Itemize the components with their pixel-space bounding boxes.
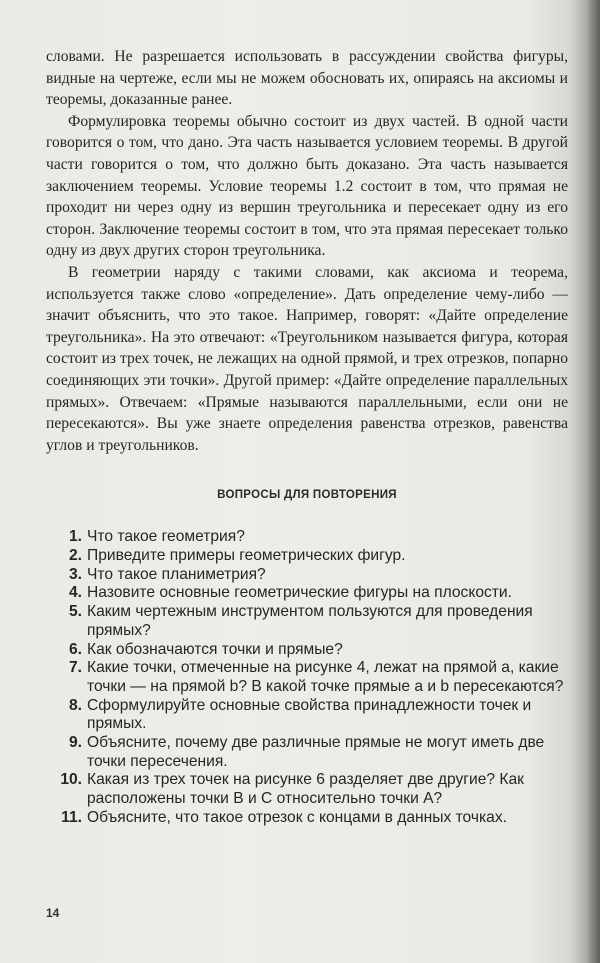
question-text: Сформулируйте основные свойства принадлежности точек и прямых. <box>87 696 532 733</box>
question-number: 9. <box>68 734 82 752</box>
page-content <box>46 46 568 828</box>
question-item <box>46 641 568 660</box>
question-text: Объясните, почему две различные прямые не могут иметь две точки пересечения. <box>87 734 545 770</box>
question-item <box>46 697 568 734</box>
question-item <box>46 734 568 771</box>
question-number: 7. <box>68 659 82 677</box>
question-item <box>46 809 568 828</box>
question-number: 2. <box>68 546 82 564</box>
question-text: Назовите основные геометрические фигуры на плоскости. <box>87 584 512 602</box>
question-item <box>46 603 568 640</box>
question-number: 11. <box>61 808 82 826</box>
question-text: Какая из трех точек на рисунке 6 разделяет две другие? Как расположены точки B и C относительно точки A? <box>87 771 524 808</box>
question-number: 1. <box>68 528 82 546</box>
question-number: 5. <box>68 603 82 621</box>
question-text: Каким чертежным инструментом пользуются для проведения прямых? <box>87 603 533 639</box>
paragraph-2: Формулировка теоремы обычно состоит из двух частей. В одной части говорится о том, что дано. Эта часть называется условием теоремы. В другой части говорится о том, что должно быть доказано. Эта часть называется заключением теоремы. Условие теоремы 1.2 состоит в том, что прямая не проходит ни через одну из вершин треугольника и пересекает одну из его сторон. Заключение теоремы состоит в том, что эта прямая пересекает только одну из двух других сторон треугольника. <box>46 112 568 260</box>
page-edge-shadow <box>586 0 600 963</box>
question-item <box>46 771 568 808</box>
question-number: 4. <box>68 584 82 602</box>
paragraph-1: словами. Не разрешается использовать в рассуждении свойства фигуры, видные на чертеже, если мы не можем обосновать их, опираясь на аксиомы и теоремы, доказанные ранее. <box>46 48 568 109</box>
question-text: Что такое геометрия? <box>87 528 245 546</box>
question-number: 10. <box>60 771 82 789</box>
question-text: Что такое планиметрия? <box>87 565 266 583</box>
question-text: Объясните, что такое отрезок с концами в данных точках. <box>87 808 507 826</box>
question-text: Какие точки, отмеченные на рисунке 4, лежат на прямой a, какие точки — на прямой b? В какой точке прямые a и b пересекаются? <box>87 659 564 695</box>
paragraph-3: В геометрии наряду с такими словами, как аксиома и теорема, используется также слово «определение». Дать определение чему-либо — значит объяснить, что это такое. Например, говорят: «Дайте определение треугольника». На это отвечают: «Треугольником называется фигура, которая состоит из трех точек, не лежащих на одной прямой, и трех отрезков, попарно соединяющих эти точки». Другой пример: «Дайте определение параллельных прямых». Отвечаем: «Прямые называются параллельными, если они не пересекаются». Вы уже знаете определения равенства отрезков, равенства углов и треугольников. <box>46 263 568 454</box>
question-number: 3. <box>68 565 82 583</box>
question-item <box>46 659 568 696</box>
question-item <box>46 547 568 566</box>
question-item <box>46 528 568 547</box>
question-item <box>46 584 568 603</box>
question-text: Приведите примеры геометрических фигур. <box>87 546 406 564</box>
question-text: Как обозначаются точки и прямые? <box>87 640 343 658</box>
questions-list <box>46 528 568 827</box>
question-number: 8. <box>68 696 82 714</box>
question-number: 6. <box>68 640 82 658</box>
page-number: 14 <box>46 906 60 920</box>
question-item <box>46 566 568 585</box>
section-heading: ВОПРОСЫ ДЛЯ ПОВТОРЕНИЯ <box>217 489 397 502</box>
